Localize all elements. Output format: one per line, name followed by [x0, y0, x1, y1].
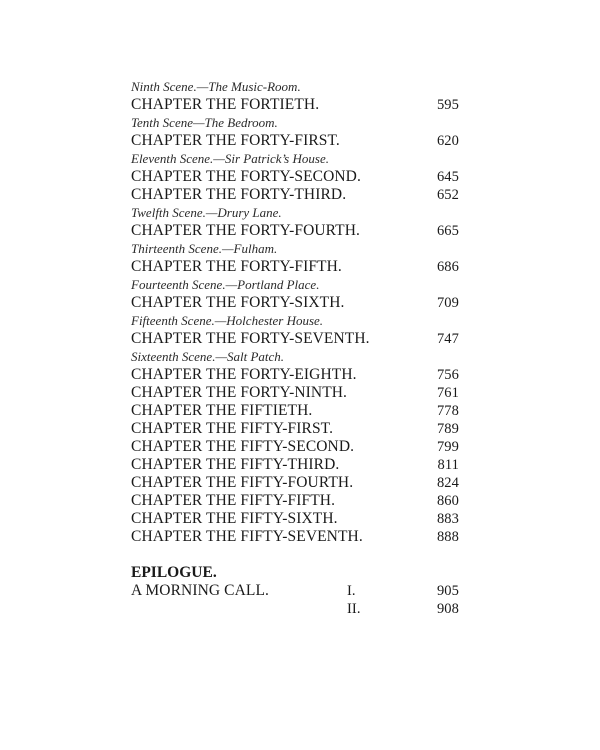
chapter-title: CHAPTER THE FIFTY-FIFTH. — [131, 492, 336, 509]
chapter-page-number: 652 — [436, 187, 459, 203]
chapter-page-number: 888 — [436, 529, 459, 545]
chapter-row — [131, 510, 461, 528]
chapter-row — [131, 402, 461, 420]
table-of-contents — [131, 78, 461, 618]
chapter-page-number: 860 — [436, 493, 459, 509]
toc-entries — [131, 78, 461, 546]
epilogue-heading: EPILOGUE. — [131, 564, 217, 581]
chapter-title: CHAPTER THE FORTY-THIRD. — [131, 186, 347, 203]
chapter-title: CHAPTER THE FIFTY-SEVENTH. — [131, 528, 363, 545]
chapter-row — [131, 456, 461, 474]
epilogue-part-row — [131, 582, 461, 600]
chapter-page-number: 789 — [436, 421, 459, 437]
chapter-row — [131, 366, 461, 384]
chapter-title: CHAPTER THE FORTY-FIRST. — [131, 132, 340, 149]
chapter-row — [131, 420, 461, 438]
chapter-title: CHAPTER THE FORTY-SIXTH. — [131, 294, 345, 311]
epilogue-part-numeral: I. — [347, 583, 356, 599]
chapter-title: CHAPTER THE FIFTY-SIXTH. — [131, 510, 338, 527]
chapter-title: CHAPTER THE FIFTY-SECOND. — [131, 438, 355, 455]
chapter-title: CHAPTER THE FIFTY-THIRD. — [131, 456, 340, 473]
scene-heading: Fourteenth Scene.—Portland Place. — [131, 277, 320, 292]
chapter-page-number: 756 — [436, 367, 459, 383]
chapter-row — [131, 438, 461, 456]
scene-heading: Ninth Scene.—The Music-Room. — [131, 79, 301, 94]
chapter-row — [131, 222, 461, 240]
epilogue-part-page: 905 — [436, 583, 459, 599]
chapter-page-number: 747 — [436, 331, 459, 347]
chapter-page-number: 799 — [436, 439, 459, 455]
chapter-title: CHAPTER THE FORTY-SEVENTH. — [131, 330, 370, 347]
chapter-page-number: 620 — [436, 133, 459, 149]
chapter-page-number: 824 — [436, 475, 459, 491]
scene-heading: Sixteenth Scene.—Salt Patch. — [131, 349, 285, 364]
chapter-page-number: 761 — [436, 385, 459, 401]
chapter-page-number: 645 — [436, 169, 459, 185]
chapter-title: CHAPTER THE FIFTIETH. — [131, 402, 313, 419]
chapter-page-number: 778 — [436, 403, 459, 419]
scene-heading: Thirteenth Scene.—Fulham. — [131, 241, 278, 256]
chapter-page-number: 709 — [436, 295, 459, 311]
chapter-title: CHAPTER THE FORTY-NINTH. — [131, 384, 348, 401]
chapter-title: CHAPTER THE FIFTY-FOURTH. — [131, 474, 354, 491]
chapter-row — [131, 474, 461, 492]
chapter-title: CHAPTER THE FORTY-FOURTH. — [131, 222, 360, 239]
scene-heading: Tenth Scene—The Bedroom. — [131, 115, 278, 130]
epilogue-part-page: 908 — [436, 601, 459, 617]
chapter-page-number: 686 — [436, 259, 459, 275]
chapter-page-number: 665 — [436, 223, 459, 239]
chapter-row — [131, 330, 461, 348]
chapter-title: CHAPTER THE FIFTY-FIRST. — [131, 420, 334, 437]
chapter-row — [131, 186, 461, 204]
chapter-page-number: 883 — [436, 511, 459, 527]
scene-heading: Fifteenth Scene.—Holchester House. — [131, 313, 324, 328]
chapter-row — [131, 258, 461, 276]
chapter-row — [131, 96, 461, 114]
chapter-title: CHAPTER THE FORTY-EIGHTH. — [131, 366, 357, 383]
epilogue-part-row — [131, 600, 461, 618]
chapter-row — [131, 168, 461, 186]
chapter-title: CHAPTER THE FORTY-SECOND. — [131, 168, 361, 185]
scene-heading: Eleventh Scene.—Sir Patrick’s House. — [131, 151, 329, 166]
chapter-row — [131, 294, 461, 312]
chapter-page-number: 595 — [436, 97, 459, 113]
chapter-row — [131, 492, 461, 510]
epilogue-part-numeral: II. — [347, 601, 361, 617]
chapter-title: CHAPTER THE FORTY-FIFTH. — [131, 258, 342, 275]
chapter-title: CHAPTER THE FORTIETH. — [131, 96, 320, 113]
chapter-row — [131, 384, 461, 402]
scene-heading: Twelfth Scene.—Drury Lane. — [131, 205, 282, 220]
chapter-row — [131, 132, 461, 150]
chapter-row — [131, 528, 461, 546]
chapter-page-number: 811 — [437, 457, 459, 473]
epilogue-title: A MORNING CALL. — [131, 582, 269, 599]
